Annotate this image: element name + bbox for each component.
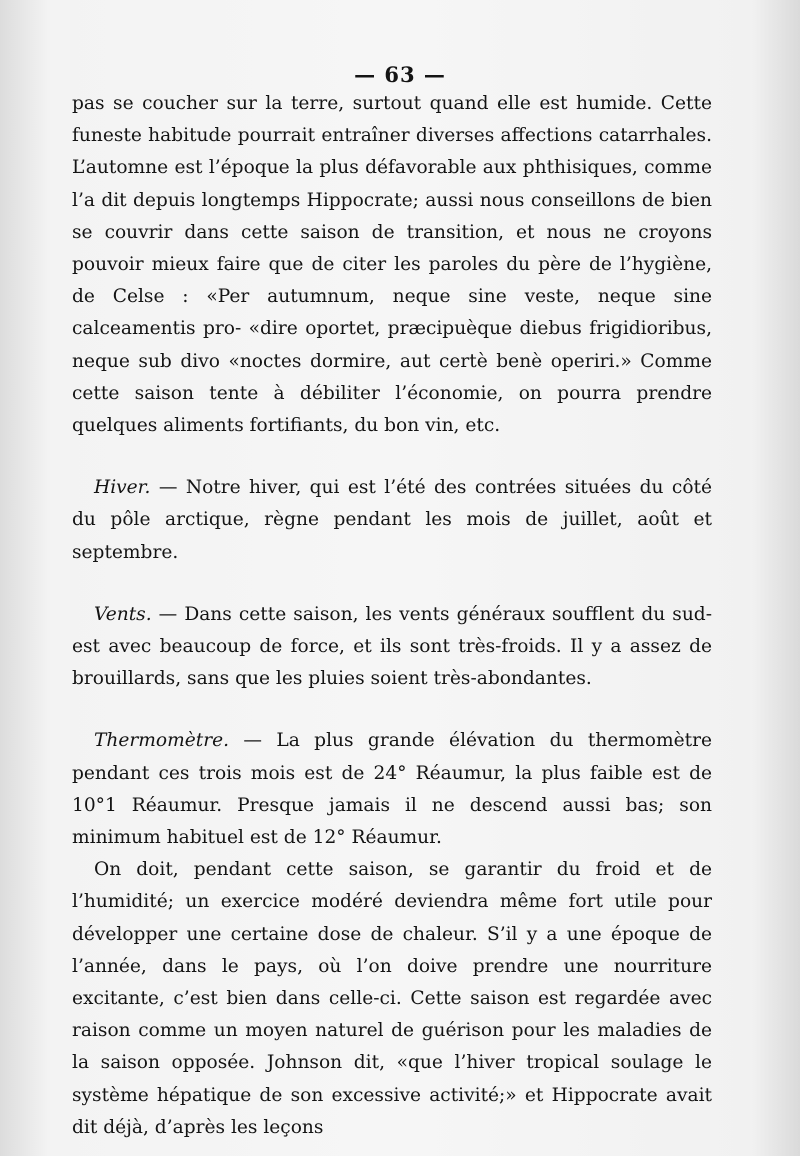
- paragraph-gap: [72, 695, 712, 725]
- section-heading-vents: Vents.: [94, 603, 152, 625]
- paragraph-text: pas se coucher sur la terre, surtout quand elle est humide. Cette funeste habitude pourrait entraîner diverses affections catarrhales. L’automne est l’époque la plus défavorable aux phthisiques, comme l’a dit depuis longtemps Hippocrate; aussi nous conseillons de bien se couvrir dans cette saison de transition, et nous ne croyons pouvoir mieux faire que de citer les paroles du père de l’hygiène, de Celse : «Per autumnum, neque sine veste, neque sine calceamentis pro- «dire oportet, præcipuèque diebus frigidioribus, neque sub divo «noctes dormire, aut certè benè operiri.» Comme cette saison tente à débiliter l’économie, on pourra prendre quelques aliments fortifiants, du bon vin, etc.: [72, 93, 712, 437]
- paragraph-winter-advice: [72, 854, 712, 1144]
- paragraph-text: On doit, pendant cette saison, se garantir du froid et de l’humidité; un exercice modéré deviendra même fort utile pour développer une certaine dose de chaleur. S’il y a une époque de l’année, dans le pays, où l’on doive prendre une nourriture excitante, c’est bien dans celle-ci. Cette saison est regardée avec raison comme un moyen naturel de guérison pour les maladies de la saison opposée. Johnson dit, «que l’hiver tropical soulage le système hépatique de son excessive activité;» et Hippocrate avait dit déjà, d’après les leçons: [72, 859, 712, 1138]
- section-heading-hiver: Hiver.: [94, 477, 151, 499]
- paragraph-hiver: [72, 472, 712, 569]
- paragraph-text: — La plus grande élévation du thermomètre pendant ces trois mois est de 24° Réaumur, la plus faible est de 10°1 Réaumur. Presque jamais il ne descend aussi bas; son minimum habituel est de 12° Réaumur.: [72, 730, 712, 849]
- paragraph-thermometre: [72, 725, 712, 854]
- paragraph-text: — Notre hiver, qui est l’été des contrées situées du côté du pôle arctique, règne pendant les mois de juillet, août et septembre.: [72, 477, 712, 563]
- paragraph-vents: [72, 599, 712, 696]
- paragraph-gap: [72, 569, 712, 599]
- paragraph-gap: [72, 442, 712, 472]
- section-heading-thermometre: Thermomètre.: [94, 730, 230, 752]
- paragraph-text: — Dans cette saison, les vents généraux soufflent du sud-est avec beaucoup de force, et ils sont très-froids. Il y a assez de brouillards, sans que les pluies soient très-abondantes.: [72, 603, 712, 690]
- paragraph-autumn-advice: [72, 88, 712, 442]
- page-number: — 63 —: [354, 62, 446, 87]
- body-text: [72, 88, 712, 1144]
